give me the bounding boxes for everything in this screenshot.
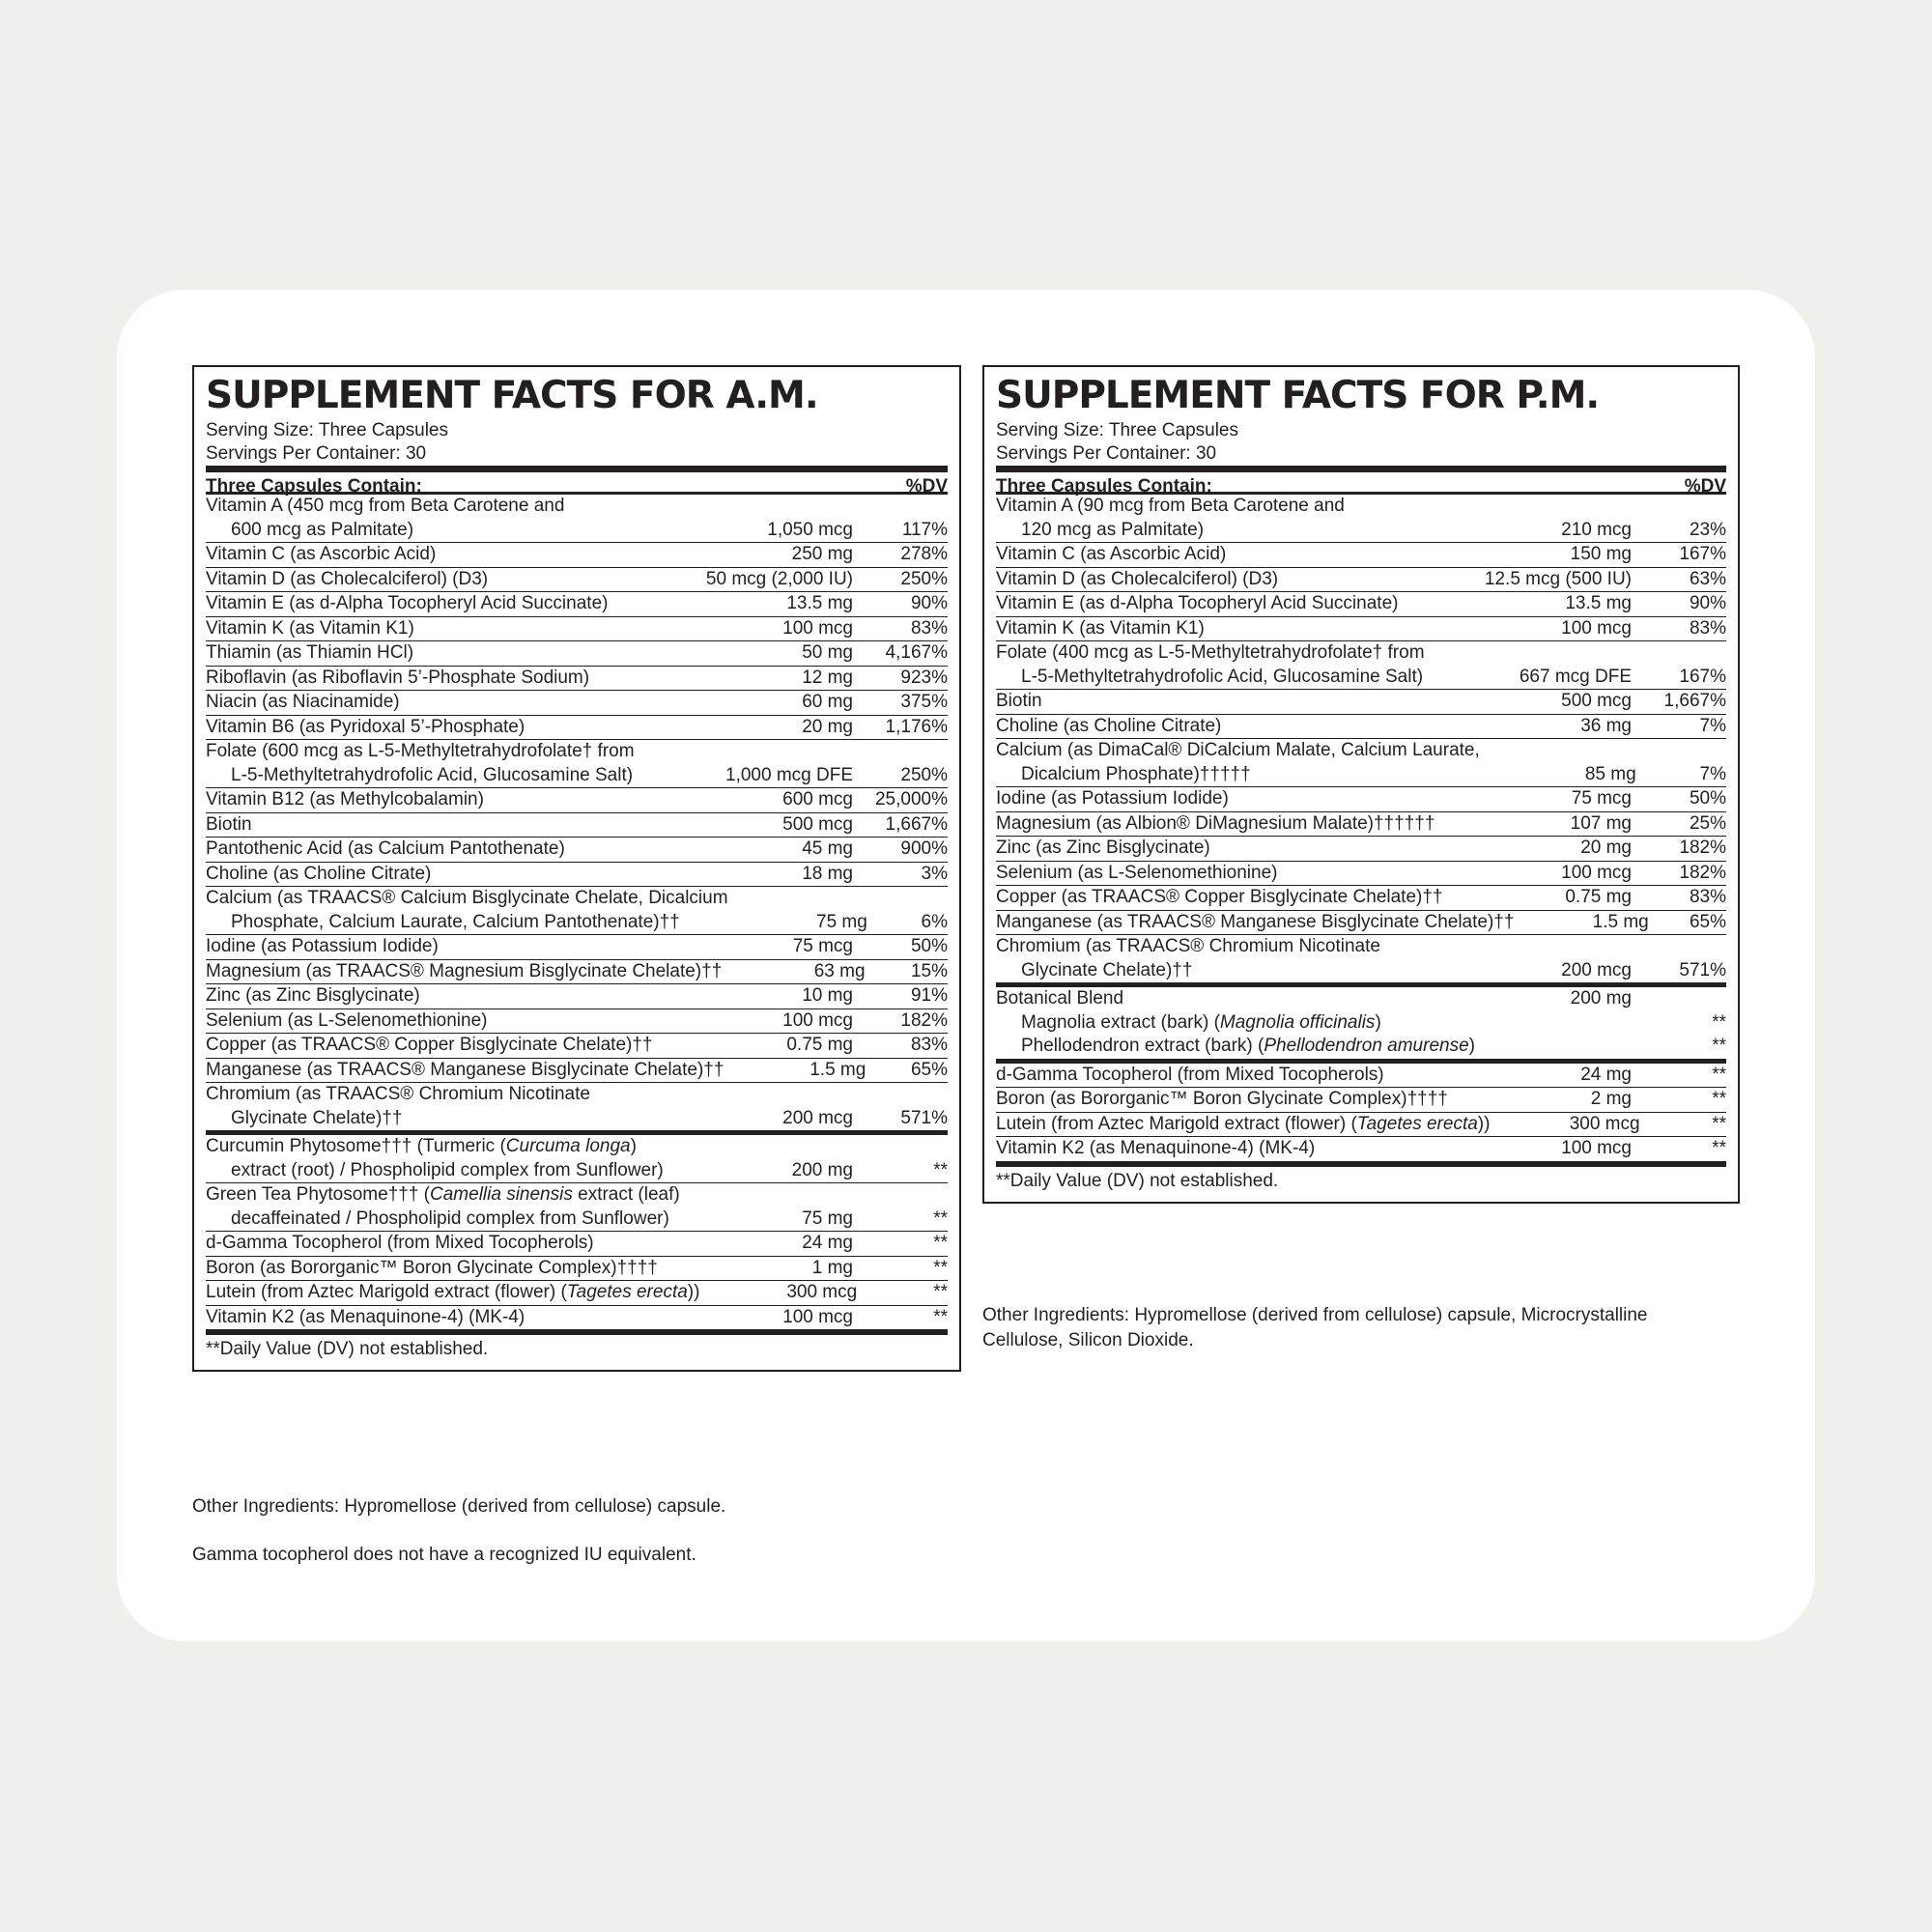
table-row: [996, 1088, 1726, 1113]
nutrient-dv: 375%: [900, 692, 948, 712]
nutrient-dv: 250%: [900, 568, 948, 589]
am-gamma-note: Gamma tocopherol does not have a recognized IU equivalent.: [192, 1545, 696, 1565]
nutrient-dv: 90%: [1689, 593, 1726, 613]
nutrient-amount: 24 mg: [1580, 1064, 1632, 1085]
nutrient-name: Vitamin C (as Ascorbic Acid): [996, 544, 1227, 564]
nutrient-amount: 1.5 mg: [810, 1059, 867, 1080]
nutrient-name: Green Tea Phytosome††† (Camellia sinensis extract (leaf) decaffeinated / Phospholipid complex from Sunflower): [206, 1184, 680, 1229]
nutrient-dv: **: [933, 1208, 948, 1229]
table-row: [996, 739, 1726, 787]
nutrient-amount: 36 mg: [1580, 715, 1632, 736]
nutrient-name: Vitamin A (450 mcg from Beta Carotene and 600 mcg as Palmitate): [206, 496, 565, 540]
nutrient-dv: 1,667%: [1663, 691, 1726, 711]
table-row: [996, 1064, 1726, 1089]
nutrient-amount: 12.5 mcg (500 IU): [1484, 568, 1632, 589]
supplement-facts-pm: [982, 365, 1740, 1204]
nutrient-dv: 7%: [1699, 763, 1726, 784]
pm-title: SUPPLEMENT FACTS FOR P.M.: [996, 374, 1600, 417]
nutrient-dv: 182%: [1679, 838, 1726, 858]
table-row: [206, 568, 948, 593]
nutrient-dv: 83%: [910, 617, 948, 639]
table-row: [206, 691, 948, 716]
nutrient-amount: 667 mcg DFE: [1519, 666, 1632, 687]
nutrient-dv: 1,176%: [885, 716, 948, 737]
nutrient-dv: 250%: [900, 764, 948, 785]
nutrient-name: Manganese (as TRAACS® Manganese Bisglycinate Chelate)††: [996, 911, 1515, 932]
nutrient-amount: 50 mcg (2,000 IU): [705, 568, 853, 589]
table-row: [206, 1135, 948, 1183]
nutrient-name: Lutein (from Aztec Marigold extract (flower) (Tagetes erecta)): [206, 1282, 700, 1302]
nutrient-name: Iodine (as Potassium Iodide): [996, 788, 1229, 809]
table-row: [206, 1009, 948, 1035]
table-row: [996, 568, 1726, 593]
nutrient-name: Folate (400 mcg as L-5-Methyltetrahydrofolate† from L-5-Methyltetrahydrofolic Acid, Glucosamine Salt): [996, 642, 1425, 687]
pm-rows-2: [996, 1064, 1726, 1167]
nutrient-name: Vitamin K (as Vitamin K1): [996, 617, 1205, 639]
nutrient-dv: 167%: [1679, 544, 1726, 564]
pm-botanical-blend: [996, 987, 1726, 1064]
nutrient-dv: **: [933, 1257, 948, 1278]
table-row: [206, 960, 948, 985]
supplement-facts-am: [192, 365, 961, 1372]
nutrient-name: Pantothenic Acid (as Calcium Pantothenate): [206, 838, 565, 859]
nutrient-dv: 6%: [921, 911, 948, 932]
nutrient-amount: 75 mcg: [1571, 788, 1632, 809]
table-row: [996, 592, 1726, 617]
nutrient-amount: 1 mg: [811, 1257, 853, 1278]
table-row: [206, 543, 948, 568]
table-row: [206, 495, 948, 543]
table-row: [206, 667, 948, 692]
nutrient-name: Manganese (as TRAACS® Manganese Bisglycinate Chelate)††: [206, 1059, 724, 1080]
table-row: [996, 911, 1726, 936]
nutrient-name: Magnesium (as TRAACS® Magnesium Bisglycinate Chelate)††: [206, 960, 723, 981]
nutrient-dv: 23%: [1689, 519, 1726, 540]
table-row: [996, 495, 1726, 543]
am-footnote: **Daily Value (DV) not established.: [206, 1339, 489, 1359]
blend-ingredient: Magnolia extract (bark) (Magnolia officinalis) **: [1021, 1011, 1726, 1033]
nutrient-name: Folate (600 mcg as L-5-Methyltetrahydrofolate† from L-5-Methyltetrahydrofolic Acid, Glucosamine Salt): [206, 741, 635, 785]
nutrient-name: Copper (as TRAACS® Copper Bisglycinate Chelate)††: [206, 1035, 653, 1055]
table-row: [996, 715, 1726, 740]
nutrient-amount: 24 mg: [802, 1233, 853, 1253]
pm-other-ingredients-line2: Cellulose, Silicon Dioxide.: [982, 1330, 1194, 1350]
nutrient-dv: **: [1712, 1064, 1726, 1085]
pm-rows: [996, 495, 1726, 987]
nutrient-dv: **: [1712, 1089, 1726, 1109]
nutrient-name: Riboflavin (as Riboflavin 5’-Phosphate Sodium): [206, 667, 590, 688]
am-other-ingredients: Other Ingredients: Hypromellose (derived from cellulose) capsule.: [192, 1496, 726, 1517]
nutrient-amount: 75 mg: [816, 911, 867, 932]
nutrient-dv: **: [933, 1159, 948, 1180]
nutrient-dv: **: [1712, 1138, 1726, 1158]
blend-name: Botanical Blend: [996, 988, 1124, 1009]
pm-other-ingredients-line1: Other Ingredients: Hypromellose (derived from cellulose) capsule, Microcrystalline: [982, 1305, 1648, 1325]
nutrient-dv: 25%: [1689, 812, 1726, 834]
table-row: [206, 617, 948, 642]
am-header-dv: %DV: [905, 476, 948, 497]
nutrient-dv: 1,667%: [885, 813, 948, 835]
nutrient-name: Vitamin D (as Cholecalciferol) (D3): [996, 568, 1279, 589]
nutrient-name: Iodine (as Potassium Iodide): [206, 936, 439, 956]
nutrient-name: Vitamin B6 (as Pyridoxal 5’-Phosphate): [206, 716, 526, 737]
nutrient-amount: 100 mcg: [1561, 862, 1632, 883]
am-title: SUPPLEMENT FACTS FOR A.M.: [206, 374, 818, 417]
table-row: [206, 1306, 948, 1336]
nutrient-amount: 250 mg: [791, 544, 853, 564]
nutrient-amount: 0.75 mg: [1565, 887, 1632, 907]
nutrient-amount: 1.5 mg: [1592, 911, 1649, 932]
table-row: [206, 1232, 948, 1257]
table-row: [996, 787, 1726, 812]
nutrient-name: Chromium (as TRAACS® Chromium Nicotinate Glycinate Chelate)††: [206, 1084, 590, 1128]
blend-ingredient: Phellodendron extract (bark) (Phellodendron amurense) **: [1021, 1036, 1726, 1056]
nutrient-amount: 100 mcg: [782, 617, 853, 639]
nutrient-amount: 10 mg: [802, 985, 853, 1006]
nutrient-dv: 7%: [1699, 715, 1726, 736]
table-row: [996, 862, 1726, 887]
nutrient-amount: 1,050 mcg: [767, 519, 853, 540]
nutrient-name: Magnesium (as Albion® DiMagnesium Malate)††††††: [996, 812, 1435, 834]
pm-serving-size: Serving Size: Three Capsules: [996, 420, 1238, 440]
nutrient-name: Choline (as Choline Citrate): [996, 715, 1222, 736]
nutrient-amount: 0.75 mg: [786, 1035, 853, 1055]
nutrient-amount: 200 mcg: [1561, 959, 1632, 980]
table-row: [206, 716, 948, 741]
table-row: [996, 886, 1726, 911]
nutrient-amount: 300 mcg: [1569, 1113, 1640, 1134]
table-row: [996, 812, 1726, 838]
nutrient-name: Copper (as TRAACS® Copper Bisglycinate Chelate)††: [996, 887, 1443, 907]
nutrient-amount: 100 mcg: [1561, 1138, 1632, 1158]
nutrient-dv: 90%: [910, 593, 948, 613]
table-row: [206, 813, 948, 838]
nutrient-name: d-Gamma Tocopherol (from Mixed Tocopherols): [206, 1233, 594, 1253]
table-row: [206, 887, 948, 935]
table-row: [206, 788, 948, 813]
nutrient-dv: 83%: [910, 1035, 948, 1055]
table-row: [996, 935, 1726, 987]
nutrient-amount: 50 mg: [802, 642, 853, 663]
table-row: [996, 641, 1726, 690]
nutrient-name: Vitamin B12 (as Methylcobalamin): [206, 789, 484, 810]
nutrient-name: Lutein (from Aztec Marigold extract (flower) (Tagetes erecta)): [996, 1113, 1491, 1134]
nutrient-name: Calcium (as DimaCal® DiCalcium Malate, Calcium Laurate, Dicalcium Phosphate)†††††: [996, 740, 1480, 784]
nutrient-amount: 60 mg: [802, 692, 853, 712]
am-table-header: [206, 466, 948, 495]
nutrient-dv: **: [933, 1306, 948, 1327]
nutrient-amount: 300 mcg: [786, 1282, 858, 1302]
nutrient-name: Vitamin K2 (as Menaquinone-4) (MK-4): [206, 1306, 526, 1327]
nutrient-dv: 923%: [900, 667, 948, 688]
table-row: [206, 1083, 948, 1135]
table-row: [206, 592, 948, 617]
nutrient-dv: **: [933, 1233, 948, 1253]
nutrient-amount: 75 mg: [802, 1208, 853, 1229]
nutrient-amount: 63 mg: [813, 960, 866, 981]
nutrient-amount: 200 mcg: [782, 1107, 853, 1128]
am-rows: [206, 495, 948, 1335]
nutrient-dv: 900%: [900, 838, 948, 859]
nutrient-amount: 107 mg: [1570, 812, 1632, 834]
nutrient-name: Zinc (as Zinc Bisglycinate): [206, 985, 420, 1006]
nutrient-amount: 13.5 mg: [786, 593, 853, 613]
nutrient-name: Vitamin C (as Ascorbic Acid): [206, 544, 437, 564]
nutrient-amount: 18 mg: [802, 863, 853, 884]
nutrient-name: Boron (as Bororganic™ Boron Glycinate Complex)††††: [206, 1257, 658, 1278]
table-row: [996, 617, 1726, 642]
table-row: [206, 641, 948, 667]
nutrient-name: Vitamin K (as Vitamin K1): [206, 617, 414, 639]
nutrient-name: Calcium (as TRAACS® Calcium Bisglycinate Chelate, Dicalcium Phosphate, Calcium Laurate, Calcium Pantothenate)††: [206, 888, 728, 932]
nutrient-dv: 117%: [901, 519, 948, 540]
pm-footnote: **Daily Value (DV) not established.: [996, 1170, 1279, 1191]
nutrient-amount: 200 mg: [791, 1159, 853, 1180]
nutrient-amount: 2 mg: [1590, 1089, 1632, 1109]
table-row: [206, 984, 948, 1009]
nutrient-amount: 500 mcg: [1561, 691, 1632, 711]
table-row: [996, 1137, 1726, 1167]
nutrient-dv: **: [933, 1282, 948, 1302]
table-row: [206, 1257, 948, 1282]
nutrient-name: Biotin: [206, 813, 252, 835]
nutrient-dv: 91%: [910, 985, 948, 1006]
nutrient-dv: 50%: [1689, 788, 1726, 809]
pm-header-left: Three Capsules Contain:: [996, 476, 1212, 497]
nutrient-name: Curcumin Phytosome††† (Turmeric (Curcuma longa) extract (root) / Phospholipid complex from Sunflower): [206, 1136, 664, 1180]
nutrient-dv: 15%: [910, 960, 948, 981]
nutrient-amount: 12 mg: [802, 667, 853, 688]
nutrient-amount: 85 mg: [1584, 763, 1636, 784]
table-row: [206, 740, 948, 788]
nutrient-amount: 100 mcg: [782, 1009, 853, 1031]
nutrient-dv: 65%: [1689, 911, 1726, 932]
nutrient-dv: 4,167%: [885, 642, 948, 663]
nutrient-amount: 100 mcg: [1561, 617, 1632, 639]
nutrient-dv: 3%: [921, 863, 948, 884]
nutrient-amount: 100 mcg: [782, 1306, 853, 1327]
nutrient-amount: 1,000 mcg DFE: [725, 764, 853, 785]
table-row: [206, 935, 948, 960]
nutrient-name: Boron (as Bororganic™ Boron Glycinate Complex)††††: [996, 1089, 1448, 1109]
nutrient-amount: 75 mcg: [792, 936, 853, 956]
blend-amount: 200 mg: [1570, 988, 1632, 1009]
nutrient-amount: 600 mcg: [782, 789, 853, 810]
nutrient-dv: **: [1712, 1113, 1726, 1134]
nutrient-amount: 13.5 mg: [1565, 593, 1632, 613]
nutrient-name: Vitamin E (as d-Alpha Tocopheryl Acid Succinate): [206, 593, 609, 613]
nutrient-dv: 65%: [910, 1059, 948, 1080]
nutrient-dv: 571%: [1679, 959, 1726, 980]
nutrient-name: Biotin: [996, 691, 1042, 711]
pm-table-header: [996, 466, 1726, 495]
nutrient-amount: 210 mcg: [1561, 519, 1632, 540]
table-row: [996, 690, 1726, 715]
nutrient-dv: 63%: [1689, 568, 1726, 589]
nutrient-name: Choline (as Choline Citrate): [206, 863, 432, 884]
pm-other-ingredients: [982, 1303, 1648, 1353]
am-header-left: Three Capsules Contain:: [206, 476, 422, 497]
table-row: [206, 1034, 948, 1059]
table-row: [206, 838, 948, 863]
nutrient-name: Vitamin K2 (as Menaquinone-4) (MK-4): [996, 1138, 1316, 1158]
pm-servings-per-container: Servings Per Container: 30: [996, 443, 1217, 464]
nutrient-amount: 20 mg: [802, 716, 853, 737]
nutrient-dv: 25,000%: [874, 789, 948, 810]
am-servings-per-container: Servings Per Container: 30: [206, 443, 427, 464]
nutrient-amount: 20 mg: [1580, 838, 1632, 858]
table-row: [206, 1281, 948, 1306]
am-serving-size: Serving Size: Three Capsules: [206, 420, 448, 440]
nutrient-name: Vitamin E (as d-Alpha Tocopheryl Acid Succinate): [996, 593, 1399, 613]
nutrient-dv: 83%: [1689, 887, 1726, 907]
nutrient-amount: 45 mg: [802, 838, 853, 859]
nutrient-name: Niacin (as Niacinamide): [206, 692, 400, 712]
nutrient-name: Zinc (as Zinc Bisglycinate): [996, 838, 1210, 858]
nutrient-name: Chromium (as TRAACS® Chromium Nicotinate Glycinate Chelate)††: [996, 936, 1380, 980]
nutrient-dv: 182%: [1679, 862, 1726, 883]
nutrient-amount: 150 mg: [1570, 544, 1632, 564]
table-row: [206, 1183, 948, 1232]
nutrient-amount: 500 mcg: [782, 813, 853, 835]
nutrient-name: d-Gamma Tocopherol (from Mixed Tocopherols): [996, 1064, 1384, 1085]
pm-header-dv: %DV: [1684, 476, 1726, 497]
table-row: [206, 863, 948, 888]
nutrient-dv: 167%: [1679, 666, 1726, 687]
nutrient-dv: 278%: [900, 544, 948, 564]
nutrient-dv: 182%: [900, 1009, 948, 1031]
nutrient-name: Thiamin (as Thiamin HCl): [206, 642, 414, 663]
table-row: [206, 1059, 948, 1084]
table-row: [996, 543, 1726, 568]
nutrient-name: Vitamin A (90 mcg from Beta Carotene and 120 mcg as Palmitate): [996, 496, 1345, 540]
nutrient-name: Selenium (as L-Selenomethionine): [206, 1009, 488, 1031]
nutrient-dv: 50%: [910, 936, 948, 956]
nutrient-dv: 571%: [900, 1107, 948, 1128]
table-row: [996, 837, 1726, 862]
nutrient-dv: 83%: [1689, 617, 1726, 639]
nutrient-name: Vitamin D (as Cholecalciferol) (D3): [206, 568, 489, 589]
table-row: [996, 1113, 1726, 1138]
nutrient-name: Selenium (as L-Selenomethionine): [996, 862, 1278, 883]
